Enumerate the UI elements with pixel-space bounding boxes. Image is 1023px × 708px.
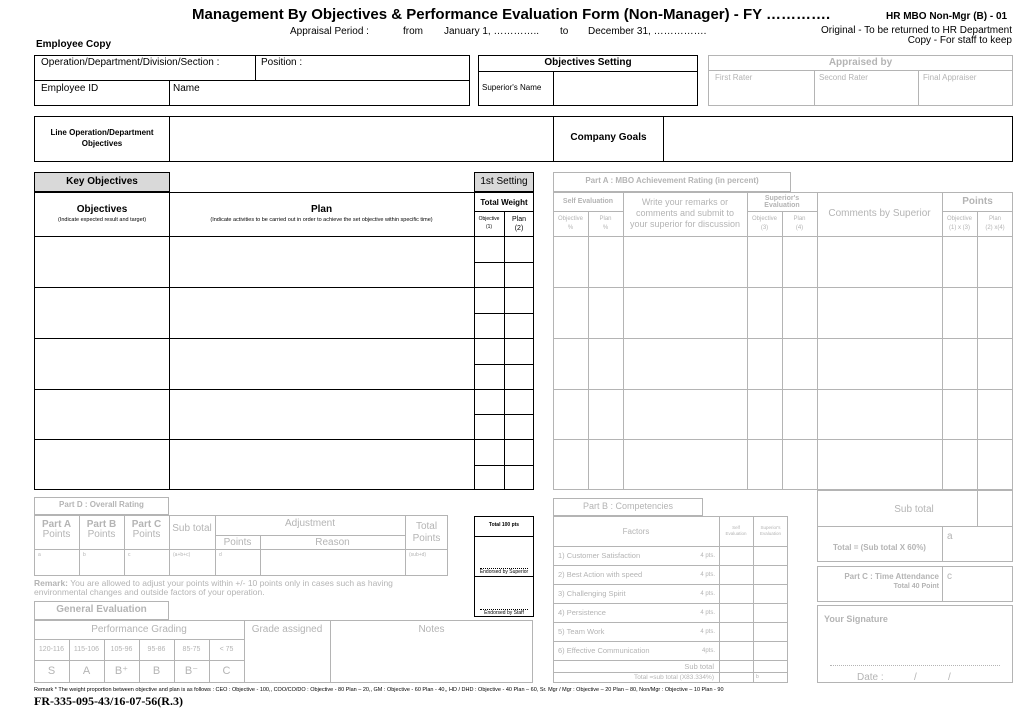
part-b-row-divider bbox=[553, 672, 788, 673]
grade-b-plus[interactable]: B⁺ bbox=[114, 665, 129, 677]
weight-subrow-divider bbox=[474, 313, 534, 314]
second-rater-divider bbox=[814, 70, 815, 106]
part-b-self-label-1: Self bbox=[732, 525, 740, 530]
competency-points: 4 pts. bbox=[700, 572, 715, 578]
weight-objective-label: Objective bbox=[478, 216, 500, 222]
notes-field[interactable] bbox=[332, 641, 531, 681]
grade-range-b: 95-86 bbox=[147, 646, 166, 653]
adjustment-points-label: Points bbox=[223, 537, 252, 548]
points-label: Points bbox=[962, 196, 993, 207]
write-remarks-line-2: comments and submit to bbox=[635, 208, 735, 218]
total-value-marker[interactable]: (sub+d) bbox=[409, 552, 427, 558]
row-divider bbox=[34, 389, 534, 390]
original-note: Original - To be returned to HR Department bbox=[820, 25, 1012, 36]
competency-points: 4 pts. bbox=[700, 629, 715, 635]
overall-total-points-label: Points bbox=[412, 533, 441, 544]
competency-name: 5) Team Work bbox=[558, 627, 605, 636]
part-b-row-divider bbox=[553, 584, 788, 585]
weight-objective-number: (1) bbox=[485, 224, 493, 230]
part-a-points-sub: Points bbox=[42, 529, 71, 540]
part-b-row-divider bbox=[553, 565, 788, 566]
part-b-sup-label-2: Evaluation bbox=[759, 531, 781, 536]
part-a-value-marker[interactable]: a bbox=[38, 552, 41, 558]
adjustment-divider bbox=[215, 535, 405, 536]
grade-range-s: 120-116 bbox=[38, 646, 65, 653]
plan-column-hint: (Indicate activities to be carried out in order to achieve the set objective within specific time) bbox=[210, 217, 433, 223]
objectives-column-title: Objectives bbox=[76, 204, 128, 215]
endorsed-superior-label[interactable]: Endorsed by Superior bbox=[479, 569, 529, 575]
part-b-points-label: Part B bbox=[86, 519, 117, 530]
sup-objective-label: Objective bbox=[751, 216, 777, 222]
plan-field[interactable] bbox=[171, 340, 472, 388]
to-label: to bbox=[560, 26, 569, 37]
competency-points: 4 pts. bbox=[700, 591, 715, 597]
competency-name: 6) Effective Communication bbox=[558, 646, 650, 655]
footer-remark: Remark * The weight proportion between objective and plan is as follows : CEO : Objective - 100,, COO/CO/DO : Objective - 80 Plan – 20,, GM : Objective - 60 Plan - 40,, HD / DHD : Objective - 40 Plan – 60, Sr. Mgr / Mgr : Objective – 20 Plan – 80, Non/Mgr : Objective – 10 Plan - 90 bbox=[34, 687, 724, 693]
part-d-title: Part D : Overall Rating bbox=[59, 500, 144, 509]
weight-plan-number: (2) bbox=[514, 225, 524, 232]
weight-subrow-divider bbox=[474, 465, 534, 466]
grade-range-b-plus: 105-96 bbox=[110, 646, 133, 653]
points-plan-calc: (2) x(4) bbox=[985, 225, 1005, 231]
first-rater-label[interactable]: First Rater bbox=[715, 73, 753, 82]
grade-s[interactable]: S bbox=[47, 665, 56, 677]
part-b-title: Part B : Competencies bbox=[582, 501, 674, 511]
competency-name: 3) Challenging Spirit bbox=[558, 589, 626, 598]
part-a-total-marker[interactable]: a bbox=[947, 531, 953, 542]
employee-info-divider bbox=[34, 80, 470, 81]
objective-field[interactable] bbox=[36, 441, 167, 488]
weight-total-divider bbox=[474, 536, 534, 537]
superiors-name-label: Superior's Name bbox=[482, 83, 542, 92]
employee-id-label[interactable]: Employee ID bbox=[41, 83, 99, 94]
part-a-divider bbox=[782, 211, 783, 490]
date-label: Date : bbox=[857, 672, 884, 683]
key-objectives-title: Key Objectives bbox=[66, 176, 138, 187]
part-a-row-divider bbox=[553, 389, 1013, 390]
total-60-label: Total = (Sub total X 60%) bbox=[833, 543, 926, 552]
final-appraiser-label[interactable]: Final Appraiser bbox=[923, 73, 977, 82]
from-date[interactable]: January 1, ………….. bbox=[444, 26, 540, 37]
date-separator: / bbox=[914, 672, 917, 683]
part-b-value-marker[interactable]: b bbox=[83, 552, 86, 558]
part-c-marker[interactable]: c bbox=[947, 571, 952, 582]
your-signature-label: Your Signature bbox=[824, 614, 888, 624]
final-appraiser-divider bbox=[918, 70, 919, 106]
part-b-points-sub: Points bbox=[87, 529, 116, 540]
competency-name: 2) Best Action with speed bbox=[558, 570, 643, 579]
employee-copy-label: Employee Copy bbox=[36, 39, 112, 50]
adjustment-value-marker[interactable]: d bbox=[219, 552, 222, 558]
endorsed-superior-divider bbox=[474, 576, 534, 577]
part-a-divider bbox=[588, 211, 589, 490]
total-calc-divider bbox=[942, 526, 943, 562]
copy-note: Copy - For staff to keep bbox=[907, 35, 1012, 46]
weight-subrow-divider bbox=[474, 414, 534, 415]
factors-label: Factors bbox=[622, 527, 650, 536]
part-a-subheader-divider bbox=[553, 211, 623, 212]
weight-columns-divider bbox=[504, 211, 505, 490]
part-a-subheader-divider bbox=[942, 211, 1013, 212]
superior-name-divider bbox=[553, 71, 554, 106]
part-a-subheader-divider bbox=[747, 211, 817, 212]
competency-points: 4 pts. bbox=[700, 553, 715, 559]
sup-objective-number: (3) bbox=[760, 225, 769, 231]
competency-points: 4pts. bbox=[701, 648, 715, 654]
objectives-header-divider bbox=[34, 236, 534, 237]
points-objective-calc: (1) x (3) bbox=[949, 225, 970, 231]
company-goals-field[interactable] bbox=[665, 118, 1011, 160]
superiors-evaluation-line-2: Evaluation bbox=[764, 202, 800, 209]
part-b-sup-label-1: Superior's bbox=[760, 525, 781, 530]
line-objectives-divider bbox=[169, 116, 170, 162]
grade-b-minus[interactable]: B⁻ bbox=[184, 665, 199, 677]
overall-sub-total-label: Sub total bbox=[172, 523, 212, 534]
appraised-by-title: Appraised by bbox=[828, 57, 893, 68]
row-divider bbox=[34, 439, 534, 440]
from-label: from bbox=[403, 26, 423, 37]
total-100-label: Total 100 pts bbox=[488, 522, 520, 528]
part-c-value-marker[interactable]: c bbox=[128, 552, 131, 558]
right-sub-total-label: Sub total bbox=[894, 504, 934, 515]
part-b-divider bbox=[719, 516, 720, 683]
row-divider bbox=[34, 287, 534, 288]
date-separator: / bbox=[948, 672, 951, 683]
grade-assigned-label: Grade assigned bbox=[251, 624, 323, 635]
objective-field[interactable] bbox=[36, 289, 167, 337]
part-b-header-divider bbox=[553, 546, 788, 547]
part-a-divider bbox=[977, 211, 978, 490]
comments-by-superior-label: Comments by Superior bbox=[828, 208, 931, 219]
grade-b[interactable]: B bbox=[152, 665, 161, 677]
remark-label: Remark: bbox=[34, 578, 69, 588]
objective-field[interactable] bbox=[36, 238, 167, 286]
grade-range-c: < 75 bbox=[219, 646, 234, 653]
competency-points: 4 pts. bbox=[700, 610, 715, 616]
part-d-header-divider bbox=[34, 549, 448, 550]
row-divider bbox=[34, 338, 534, 339]
remark-text-1: You are allowed to adjust your points within +/- 10 points only in cases such as having bbox=[70, 578, 393, 588]
sup-plan-label: Plan bbox=[793, 216, 806, 222]
competency-name: 1) Customer Satisfaction bbox=[558, 551, 641, 560]
line-objectives-field[interactable] bbox=[171, 118, 551, 160]
line-objectives-label: Objectives bbox=[81, 139, 123, 148]
part-b-divider bbox=[753, 516, 754, 683]
remark-line-2: environmental changes and outside factors of your operation. bbox=[34, 587, 265, 597]
grade-a[interactable]: A bbox=[82, 665, 91, 677]
superiors-name-field[interactable] bbox=[555, 73, 695, 103]
position-divider bbox=[255, 55, 256, 81]
endorsed-staff-label[interactable]: Endorsed by Staff bbox=[484, 610, 524, 616]
adjustment-label: Adjustment bbox=[284, 518, 336, 529]
plan-field[interactable] bbox=[171, 289, 472, 337]
part-a-row-divider bbox=[553, 287, 1013, 288]
part-b-row-divider bbox=[553, 660, 788, 661]
write-remarks-line-1: Write your remarks or bbox=[641, 197, 729, 207]
weight-subrow-divider bbox=[474, 262, 534, 263]
sub-total-value-marker[interactable]: (a+b+c) bbox=[173, 552, 191, 558]
company-goals-label: Company Goals bbox=[570, 132, 647, 143]
part-c-title: Part C : Time Attendance bbox=[844, 572, 939, 581]
company-goals-right-divider bbox=[663, 116, 664, 162]
grade-c[interactable]: C bbox=[222, 665, 231, 677]
total-weight-divider bbox=[474, 211, 534, 212]
part-c-points-label: Part C bbox=[131, 519, 162, 530]
first-setting-title: 1st Setting bbox=[480, 176, 528, 187]
objective-field[interactable] bbox=[36, 340, 167, 388]
grade-assigned-field[interactable] bbox=[246, 641, 328, 681]
superiors-evaluation-line-1: Superior's bbox=[764, 195, 800, 202]
form-code: HR MBO Non-Mgr (B) - 01 bbox=[886, 11, 1008, 22]
part-c-total-40: Total 40 Point bbox=[893, 583, 939, 590]
weight-plan-label: Plan bbox=[511, 216, 526, 223]
competency-name: 4) Persistence bbox=[558, 608, 606, 617]
part-b-row-divider bbox=[553, 641, 788, 642]
part-a-row-divider bbox=[553, 439, 1013, 440]
points-plan-label: Plan bbox=[988, 216, 1001, 222]
part-c-divider bbox=[942, 566, 943, 602]
objectives-setting-title: Objectives Setting bbox=[544, 57, 632, 68]
plan-field[interactable] bbox=[171, 238, 472, 286]
performance-grading-label: Performance Grading bbox=[91, 624, 187, 635]
part-a-header-divider bbox=[553, 236, 1013, 237]
document-code: FR-335-095-43/16-07-56(R.3) bbox=[34, 694, 183, 708]
adjustment-reason-label: Reason bbox=[315, 537, 350, 548]
part-b-sub-total-label: Sub total bbox=[684, 662, 714, 671]
appraised-by-divider bbox=[708, 70, 1013, 71]
name-label[interactable]: Name bbox=[173, 83, 200, 94]
sup-plan-number: (4) bbox=[795, 225, 804, 231]
total-weight-label: Total Weight bbox=[480, 198, 528, 207]
self-evaluation-label: Self Evaluation bbox=[562, 198, 614, 205]
points-objective-label: Objective bbox=[946, 216, 972, 222]
part-a-title: Part A : MBO Achievement Rating (in percent) bbox=[585, 176, 759, 185]
weight-total-box bbox=[474, 516, 534, 617]
objectives-setting-divider bbox=[478, 71, 698, 72]
to-date[interactable]: December 31, ……………. bbox=[588, 26, 707, 37]
appraisal-period-label: Appraisal Period : bbox=[290, 26, 369, 37]
part-b-total-calc-label: Total =sub total (X83.334%) bbox=[633, 674, 714, 681]
part-b-row-divider bbox=[553, 622, 788, 623]
part-b-row-divider bbox=[553, 603, 788, 604]
objectives-column-hint: (Indicate expected result and target) bbox=[57, 217, 147, 223]
position-label[interactable]: Position : bbox=[261, 57, 303, 68]
part-c-points-sub: Points bbox=[132, 529, 161, 540]
grade-range-a: 115-106 bbox=[73, 646, 100, 653]
part-a-points-label: Part A bbox=[41, 519, 72, 530]
form-title: Management By Objectives & Performance Evaluation Form (Non-Manager) - FY …………. bbox=[192, 6, 831, 23]
operation-label[interactable]: Operation/Department/Division/Section : bbox=[41, 57, 220, 68]
sub-total-row-divider bbox=[817, 526, 1013, 527]
self-plan-pct: % bbox=[602, 225, 609, 231]
self-objective-label: Objective bbox=[557, 216, 583, 222]
overall-total-label: Total bbox=[415, 521, 438, 532]
grade-range-b-minus: 85-75 bbox=[182, 646, 201, 653]
part-b-total-marker[interactable]: b bbox=[756, 674, 759, 680]
signature-line[interactable] bbox=[830, 665, 1000, 667]
general-evaluation-title: General Evaluation bbox=[56, 604, 147, 615]
line-operation-label: Line Operation/Department bbox=[50, 128, 154, 137]
part-a-row-divider bbox=[553, 338, 1013, 339]
part-b-self-label-2: Evaluation bbox=[725, 531, 747, 536]
plan-field[interactable] bbox=[171, 441, 472, 488]
name-divider bbox=[169, 80, 170, 106]
plan-column-title: Plan bbox=[310, 204, 333, 215]
self-objective-pct: % bbox=[567, 225, 574, 231]
objective-field[interactable] bbox=[36, 391, 167, 438]
notes-label: Notes bbox=[418, 624, 445, 635]
weight-subrow-divider bbox=[474, 364, 534, 365]
second-rater-label[interactable]: Second Rater bbox=[819, 73, 868, 82]
self-plan-label: Plan bbox=[599, 216, 612, 222]
write-remarks-line-3: your superior for discussion bbox=[629, 219, 741, 229]
plan-field[interactable] bbox=[171, 391, 472, 438]
